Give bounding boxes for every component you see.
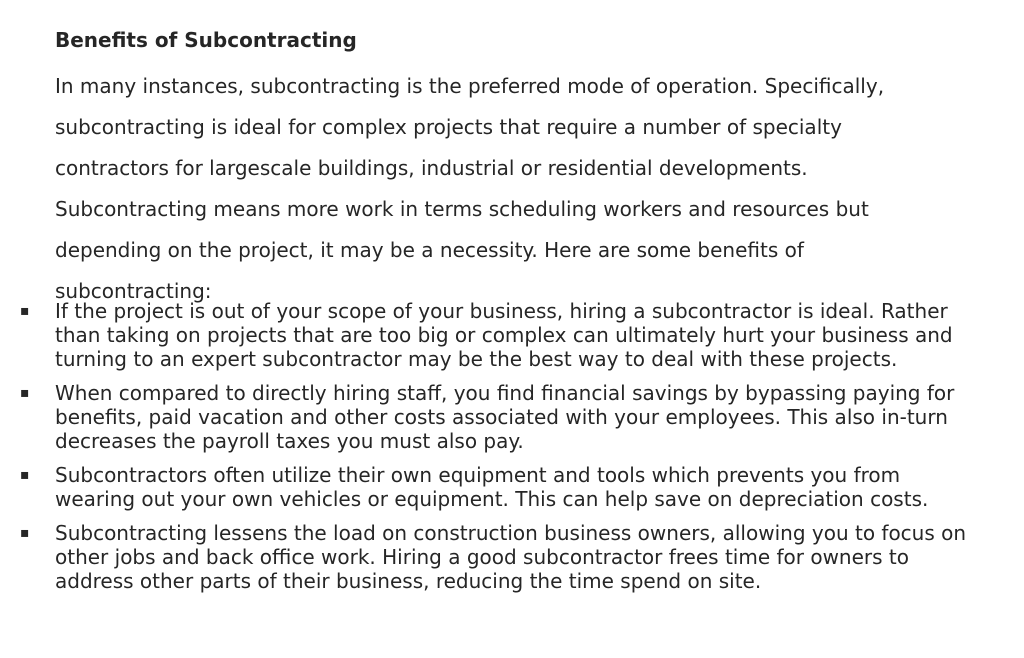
- square-bullet-icon: ▪: [20, 467, 30, 483]
- square-bullet-icon: ▪: [20, 525, 30, 541]
- intro-paragraph: In many instances, subcontracting is the preferred mode of operation. Specifically, subcontracting is ideal for complex projects that require a number of specialty contractors for largescale buildings, industrial or residential developments. Subcontracting means more work in terms scheduling workers and resources but depending on the project, it may be a necessity. Here are some benefits of subcontracting:: [55, 74, 885, 303]
- list-item: [0, 381, 1000, 453]
- list-item: [0, 521, 1000, 593]
- section-heading: Benefits of Subcontracting: [55, 28, 357, 52]
- square-bullet-icon: ▪: [20, 385, 30, 401]
- benefits-list: [0, 299, 1000, 603]
- benefit-text: Subcontracting lessens the load on construction business owners, allowing you to focus on other jobs and back office work. Hiring a good subcontractor frees time for owners to address other parts of their business, reducing the time spend on site.: [55, 521, 967, 593]
- benefit-text: If the project is out of your scope of your business, hiring a subcontractor is ideal. Rather than taking on projects that are too big or complex can ultimately hurt your business and turning to an expert subcontractor may be the best way to deal with these projects.: [55, 299, 953, 371]
- benefit-text: Subcontractors often utilize their own equipment and tools which prevents you from wearing out your own vehicles or equipment. This can help save on depreciation costs.: [55, 463, 929, 511]
- list-item: [0, 299, 1000, 371]
- benefit-text: When compared to directly hiring staff, you find financial savings by bypassing paying for benefits, paid vacation and other costs associated with your employees. This also in-turn decreases the payroll taxes you must also pay.: [55, 381, 955, 453]
- square-bullet-icon: ▪: [20, 303, 30, 319]
- list-item: [0, 463, 1000, 511]
